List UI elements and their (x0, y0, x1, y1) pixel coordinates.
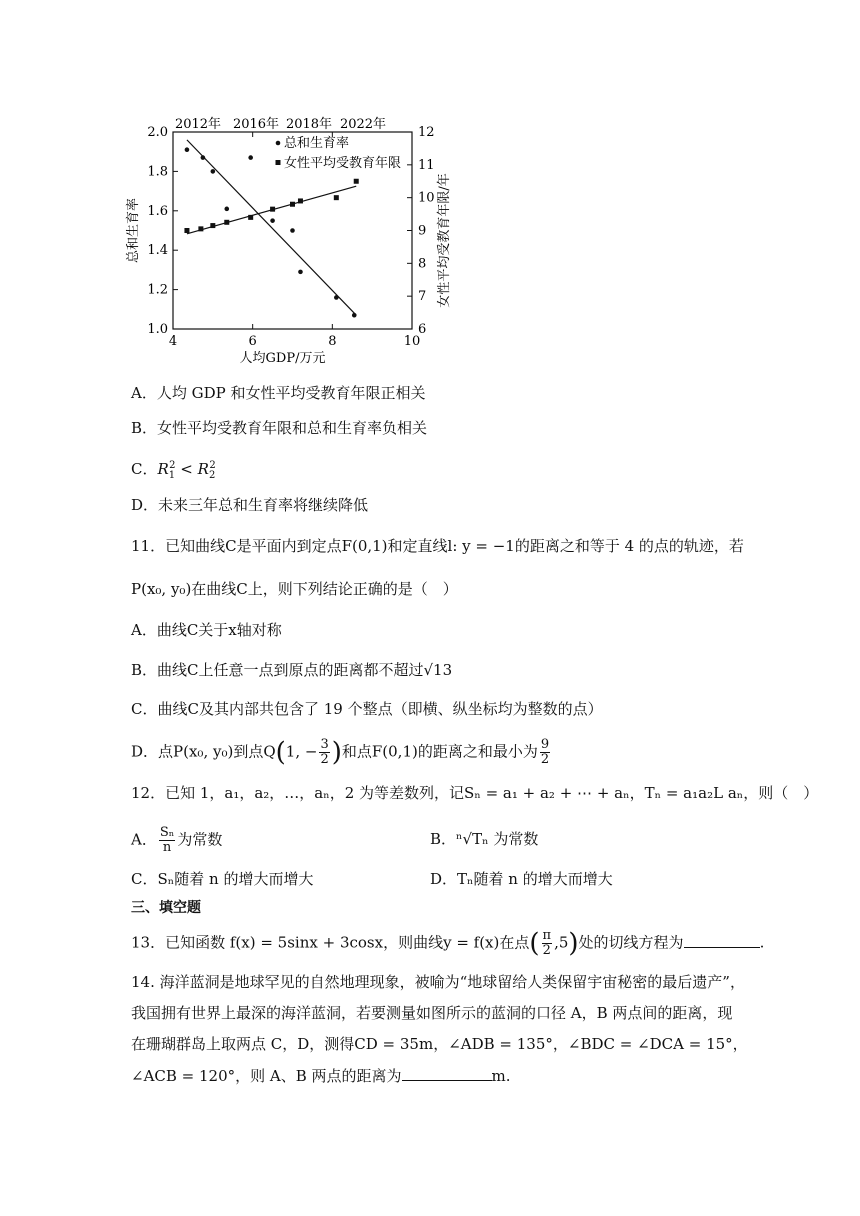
data-point-square (224, 220, 229, 225)
x-tick-label: 4 (168, 334, 178, 349)
left-paren: ( (275, 737, 286, 768)
data-point-square (210, 223, 215, 228)
data-point-square (248, 215, 253, 220)
data-point-square (270, 207, 275, 212)
q11-stem-line2: P(x₀, y₀)在曲线C上，则下列结论正确的是（ ） (131, 580, 458, 598)
answer-blank (402, 1066, 492, 1081)
q11-stem-line1: 11．已知曲线C是平面内到定点F(0,1)和定直线l: y = −1的距离之和等于 4 的点的轨迹，若 (131, 537, 744, 555)
data-point-circle (290, 228, 295, 233)
y-right-tick-label: 9 (418, 223, 427, 239)
legend-label: 总和生育率 (284, 136, 350, 151)
top-year-label: 2018年 (285, 117, 333, 132)
fraction-nine-halves: $\frac{9}{2}$ (540, 737, 550, 767)
q11-option-d-text1: D．点P(x₀, y₀)到点Q (131, 742, 276, 761)
q12-option-a (131, 826, 222, 855)
y-left-axis-label: 总和生育率 (126, 197, 141, 264)
q12-option-c: C．Sₙ随着 n 的增大而增大 (131, 870, 314, 888)
top-year-label: 2016年 (232, 117, 280, 132)
y-right-tick-label: 7 (418, 289, 427, 305)
x-tick-label: 8 (328, 334, 337, 349)
y-right-axis-label: 女性平均受教育年限/年 (437, 173, 452, 308)
x-axis-label: 人均GDP/万元 (239, 351, 326, 366)
data-point-circle (352, 313, 357, 318)
data-point-square (198, 226, 203, 231)
right-paren: ) (568, 928, 579, 959)
q14-line4 (131, 1066, 511, 1086)
left-paren: ( (529, 928, 540, 959)
data-point-circle (334, 295, 339, 300)
q13-coord: ,5 (554, 933, 569, 952)
q10-option-c (131, 456, 216, 486)
q12-option-a-label: A． (131, 830, 157, 849)
q14-line1: 14. 海洋蓝洞是地球罕见的自然地理现象，被喻为“地球留给人类保留宇宙秘密的最后遗产”， (131, 973, 745, 991)
q13-text2: 处的切线方程为 (578, 933, 684, 952)
x-tick-label: 10 (403, 334, 421, 349)
q10-option-d: D．未来三年总和生育率将继续降低 (131, 496, 369, 514)
y-right-tick-label: 6 (418, 322, 427, 337)
y-right-tick-label: 11 (418, 157, 435, 173)
q11-option-b: B．曲线C上任意一点到原点的距离都不超过√13 (131, 661, 453, 679)
q12-option-b: B．ⁿ√Tₙ 为常数 (430, 830, 539, 848)
q12-option-d: D．Tₙ随着 n 的增大而增大 (430, 870, 613, 888)
q11-option-d-coord: 1, − (285, 742, 318, 761)
y-left-tick-label: 1.8 (147, 164, 168, 180)
y-right-tick-label: 10 (418, 190, 435, 206)
data-point-circle (224, 207, 229, 212)
fraction-pi-over-2: $\frac{\pi}{2}$ (542, 928, 552, 958)
q12-option-a-text: 为常数 (177, 830, 223, 849)
q10-option-c-formula: $R_1^2 < R_2^2$ (157, 460, 216, 481)
q11-option-d-text2: 和点F(0,1)的距离之和最小为 (341, 742, 538, 761)
legend-label: 女性平均受教育年限 (284, 156, 402, 171)
data-point-square (298, 198, 303, 203)
y-left-tick-label: 1.6 (147, 203, 168, 219)
legend-marker-square (276, 160, 281, 165)
y-left-tick-label: 1.2 (147, 282, 168, 298)
data-point-circle (211, 169, 216, 174)
q10-option-c-label: C． (131, 460, 158, 478)
answer-blank (684, 933, 760, 948)
x-tick-label: 6 (248, 334, 257, 349)
data-point-square (290, 202, 295, 207)
data-point-circle (248, 155, 253, 160)
q11-option-c: C．曲线C及其内部共包含了 19 个整点（即横、纵坐标均为整数的点） (131, 700, 603, 718)
y-left-tick-label: 1.4 (147, 243, 168, 259)
q12-stem: 12．已知 1，a₁，a₂，…，aₙ，2 为等差数列，记Sₙ = a₁ + a₂ + ⋯ + aₙ，Tₙ = a₁a₂L aₙ，则（ ） (131, 784, 819, 802)
y-left-tick-label: 2.0 (147, 125, 168, 140)
section-title: 三、填空题 (131, 900, 201, 916)
data-point-circle (201, 155, 206, 160)
top-year-label: 2012年 (174, 117, 222, 132)
q10-option-b: B．女性平均受教育年限和总和生育率负相关 (131, 419, 428, 437)
right-paren: ) (331, 737, 342, 768)
q13-text1: 13．已知函数 f(x) = 5sinx + 3cosx，则曲线y = f(x)在点 (131, 933, 530, 952)
data-point-circle (270, 218, 275, 223)
data-point-square (184, 228, 189, 233)
fraction-three-halves: $\frac{3}{2}$ (320, 737, 329, 767)
q14-line2: 我国拥有世界上最深的海洋蓝洞，若要测量如图所示的蓝洞的口径 A，B 两点间的距离，现 (131, 1004, 733, 1022)
scatter-chart (110, 115, 460, 370)
q13-end: . (759, 933, 765, 952)
q11-option-a: A．曲线C关于x轴对称 (131, 621, 282, 639)
q14-unit: m. (491, 1067, 511, 1085)
y-left-tick-label: 1.0 (147, 322, 168, 337)
data-point-circle (185, 147, 190, 152)
q14-text: ∠ACB = 120°，则 A、B 两点的距离为 (131, 1067, 402, 1085)
fraction-sn-over-n: $\frac{\text{Sₙ}}{n}$ (159, 825, 175, 855)
q11-option-d (131, 738, 552, 767)
q13-stem (131, 929, 764, 958)
top-year-label: 2022年 (339, 117, 387, 132)
legend-marker-circle (276, 141, 281, 146)
q14-line3: 在珊瑚群岛上取两点 C，D，测得CD = 35m，∠ADB = 135°，∠BDC = ∠DCA = 15°， (131, 1035, 748, 1053)
q10-option-a: A．人均 GDP 和女性平均受教育年限正相关 (131, 384, 426, 402)
data-point-circle (298, 270, 303, 275)
y-right-tick-label: 12 (418, 125, 435, 140)
y-right-tick-label: 8 (418, 256, 427, 272)
data-point-square (354, 179, 359, 184)
data-point-square (334, 195, 339, 200)
